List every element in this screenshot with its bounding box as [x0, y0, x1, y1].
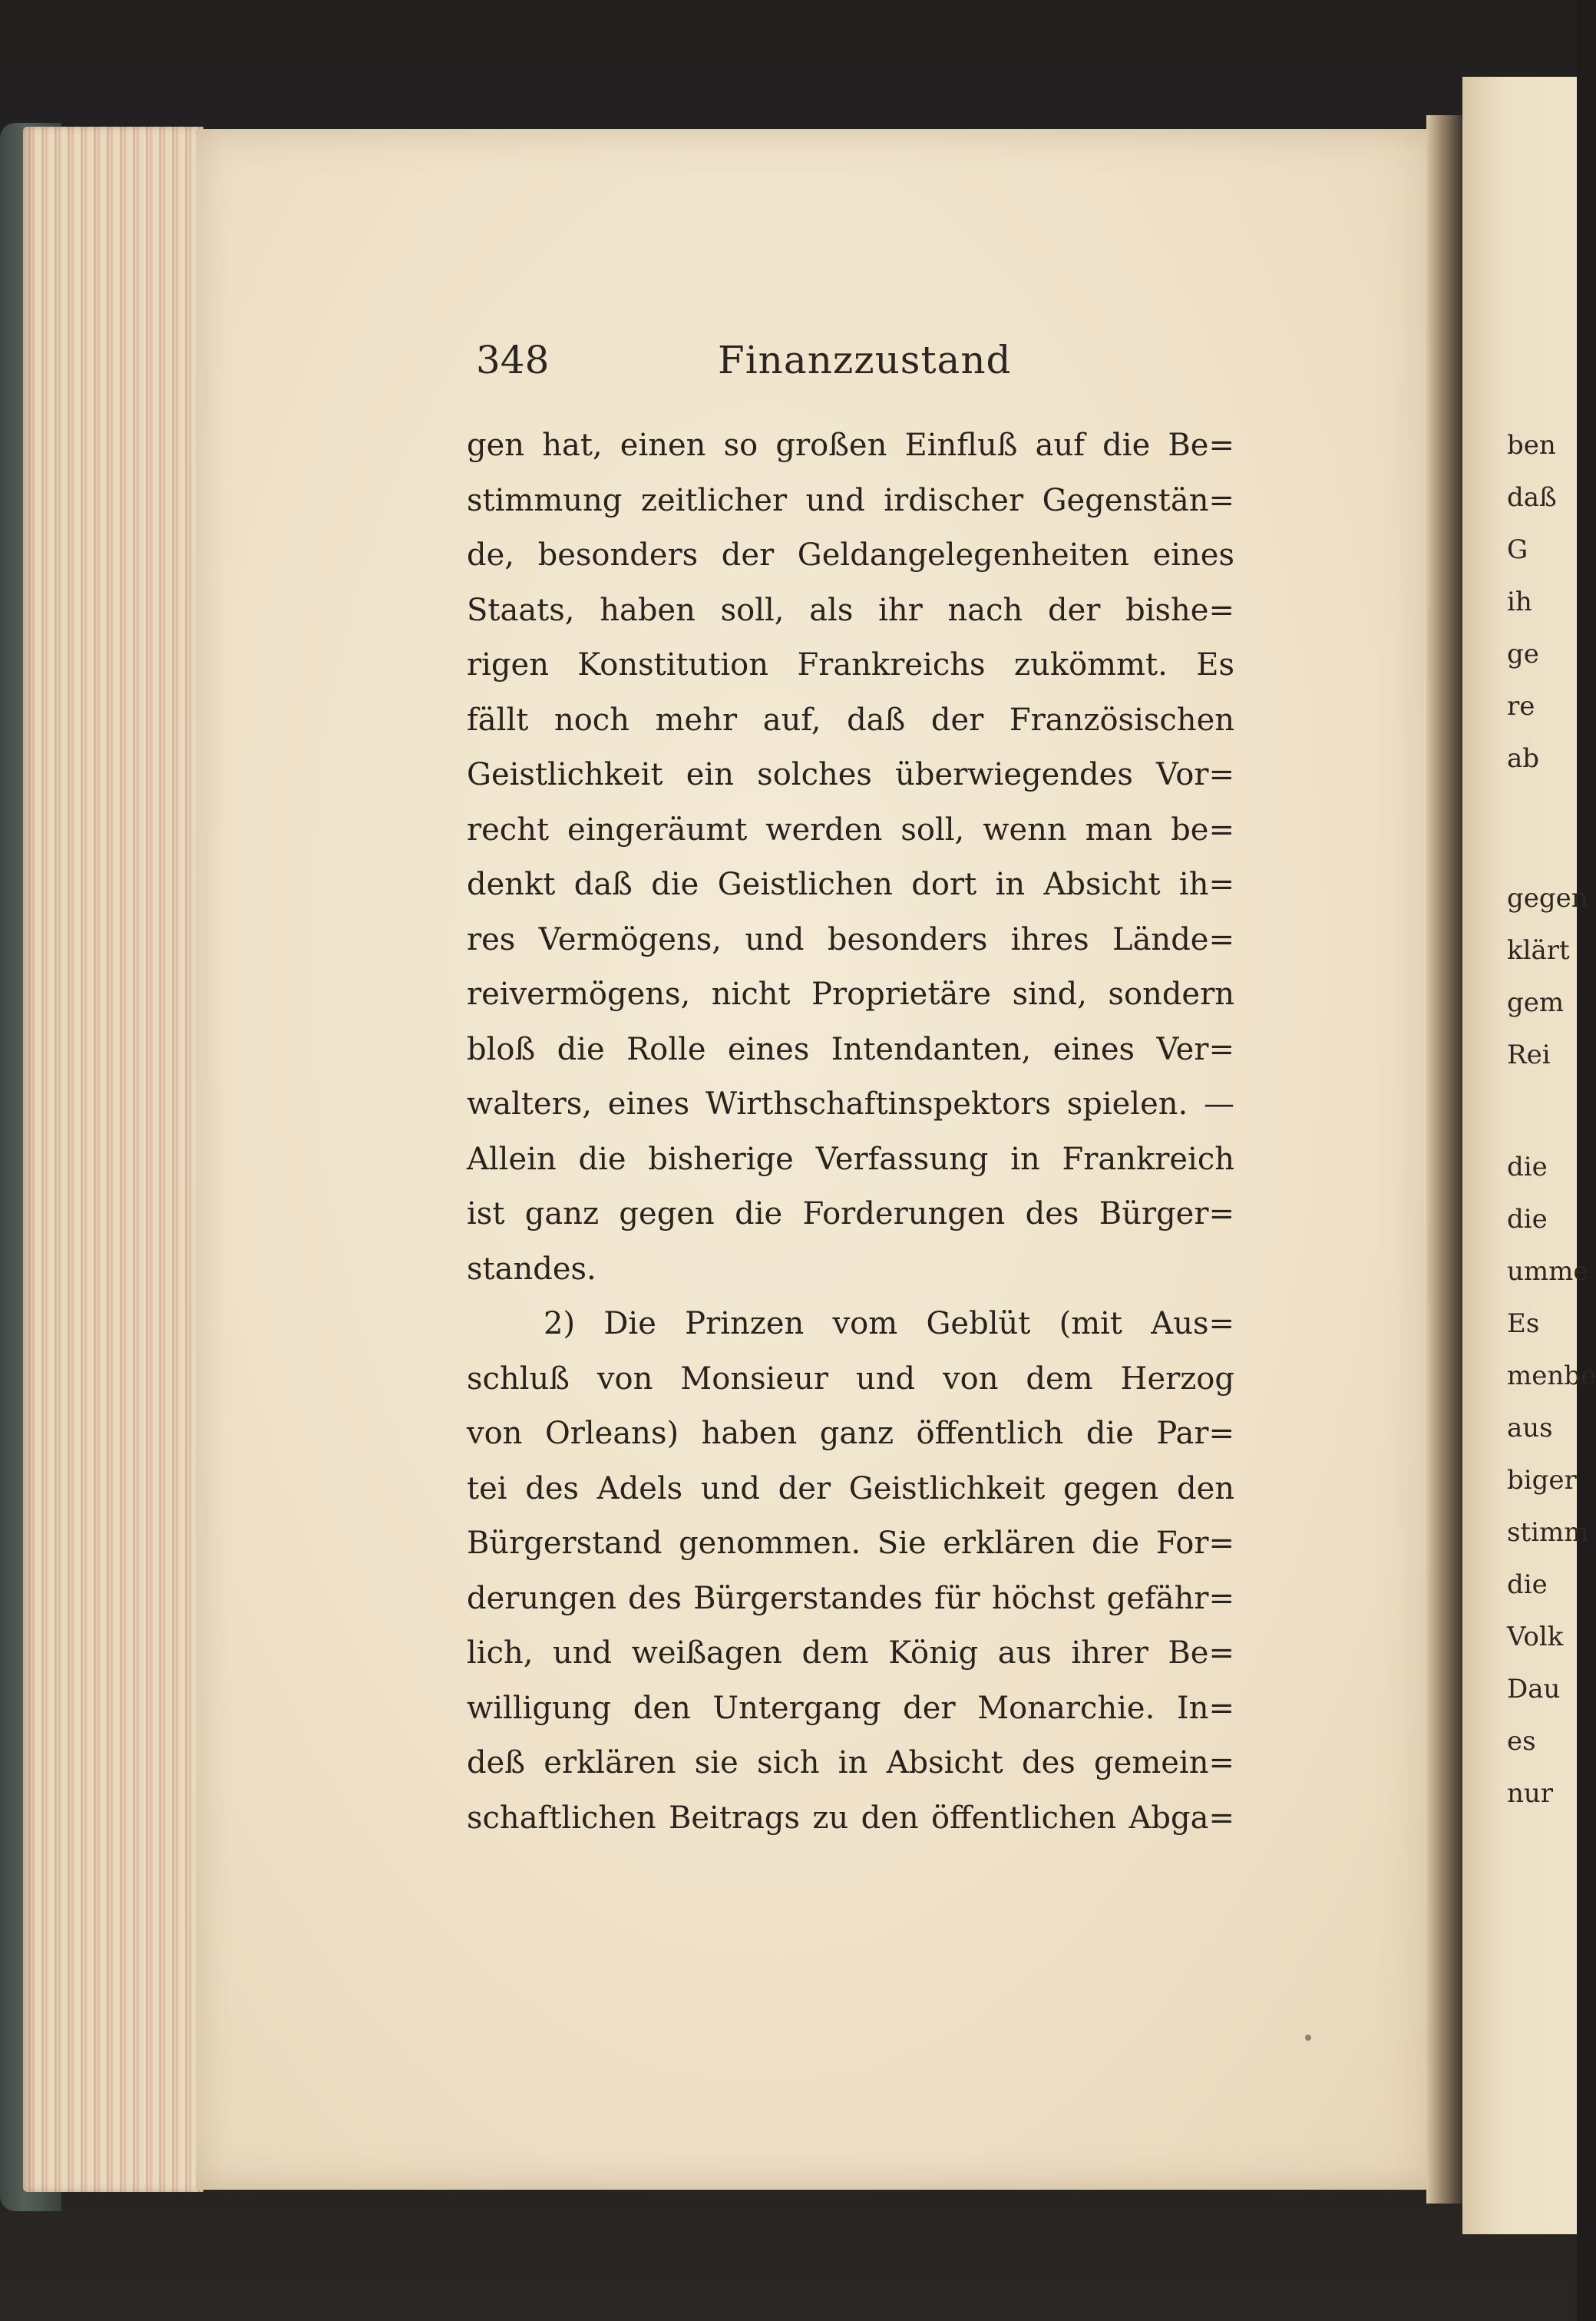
facing-page-fragment: es [1507, 1726, 1536, 1757]
text-line: de, besonders der Geldangelegenheiten eines [467, 537, 1234, 573]
facing-page-fragment: gegen [1507, 883, 1588, 914]
book-gutter [1426, 115, 1466, 2204]
text-line: schaftlichen Beitrags zu den öffentlichen Abga= [467, 1800, 1234, 1836]
facing-page-fragment: umme [1507, 1256, 1589, 1287]
facing-page-fragment: gem [1507, 987, 1565, 1018]
facing-page-fragment: die [1507, 1569, 1548, 1600]
facing-page-fragment: biger [1507, 1465, 1577, 1496]
text-line: Allein die bisherige Verfassung in Frankreich [467, 1141, 1234, 1177]
text-line: tei des Adels und der Geistlichkeit gegen den [467, 1470, 1234, 1506]
text-line: rigen Konstitution Frankreichs zukömmt. Es [467, 647, 1234, 683]
text-line: derungen des Bürgerstandes für höchst gefähr= [467, 1580, 1234, 1616]
text-line: gen hat, einen so großen Einfluß auf die Be= [467, 428, 1234, 463]
facing-page-edge [1462, 77, 1596, 2234]
text-line: bloß die Rolle eines Intendanten, eines Ver= [467, 1031, 1234, 1067]
facing-page-fragment: stimm [1507, 1517, 1589, 1548]
facing-page-fragment: ih [1507, 587, 1532, 617]
facing-page-fragment: die [1507, 1204, 1548, 1235]
page-number: 348 [476, 338, 550, 382]
facing-page-fragment: Es [1507, 1308, 1540, 1339]
text-line: fällt noch mehr auf, daß der Französischen [467, 702, 1234, 738]
text-line: deß erklären sie sich in Absicht des gemein= [467, 1745, 1234, 1780]
paper-speck [1305, 2035, 1311, 2041]
text-line: recht eingeräumt werden soll, wenn man be= [467, 812, 1234, 848]
facing-page-fragment: daß [1507, 482, 1557, 513]
text-line: Staats, haben soll, als ihr nach der bishe= [467, 592, 1234, 628]
text-line: res Vermögens, und besonders ihres Lände= [467, 921, 1234, 957]
facing-page-fragment: re [1507, 691, 1535, 722]
facing-page-fragment: nur [1507, 1778, 1554, 1809]
text-line: willigung den Untergang der Monarchie. In= [467, 1690, 1234, 1726]
facing-page-fragment: Volk [1507, 1622, 1564, 1652]
text-line: standes. [467, 1251, 596, 1287]
facing-page-fragment: aus [1507, 1413, 1553, 1443]
text-line: denkt daß die Geistlichen dort in Absicht ih= [467, 867, 1234, 902]
text-line: Bürgerstand genommen. Sie erklären die For= [467, 1526, 1234, 1561]
facing-page-fragment: ben [1507, 430, 1556, 461]
text-line: von Orleans) haben ganz öffentlich die Par= [467, 1416, 1234, 1451]
text-line: Geistlichkeit ein solches überwiegendes Vor= [467, 757, 1234, 792]
text-line: lich, und weißagen dem König aus ihrer Be= [467, 1635, 1234, 1671]
text-line: stimmung zeitlicher und irdischer Gegenstän= [467, 482, 1234, 518]
facing-page-fragment: ge [1507, 639, 1539, 670]
text-line: reivermögens, nicht Proprietäre sind, sondern [467, 977, 1234, 1012]
page-edges-stack [23, 127, 203, 2192]
text-line: walters, eines Wirthschaftinspektors spielen. — [467, 1086, 1234, 1122]
facing-page-fragment: klärt [1507, 935, 1570, 966]
facing-page-fragment: G [1507, 534, 1528, 565]
facing-page-fragment: die [1507, 1152, 1548, 1182]
facing-page-fragment: menbe [1507, 1361, 1596, 1391]
text-line-paragraph-start: 2) Die Prinzen vom Geblüt (mit Aus= [544, 1306, 1234, 1341]
facing-page-fragment: Rei [1507, 1040, 1551, 1070]
page-body-text [467, 418, 1234, 1846]
facing-page-fragment: ab [1507, 743, 1540, 774]
running-head: Finanzzustand [718, 338, 1012, 382]
text-line: schluß von Monsieur und von dem Herzog [467, 1361, 1234, 1397]
facing-page-fragment: Dau [1507, 1674, 1561, 1704]
text-line: ist ganz gegen die Forderungen des Bürger= [467, 1196, 1234, 1232]
